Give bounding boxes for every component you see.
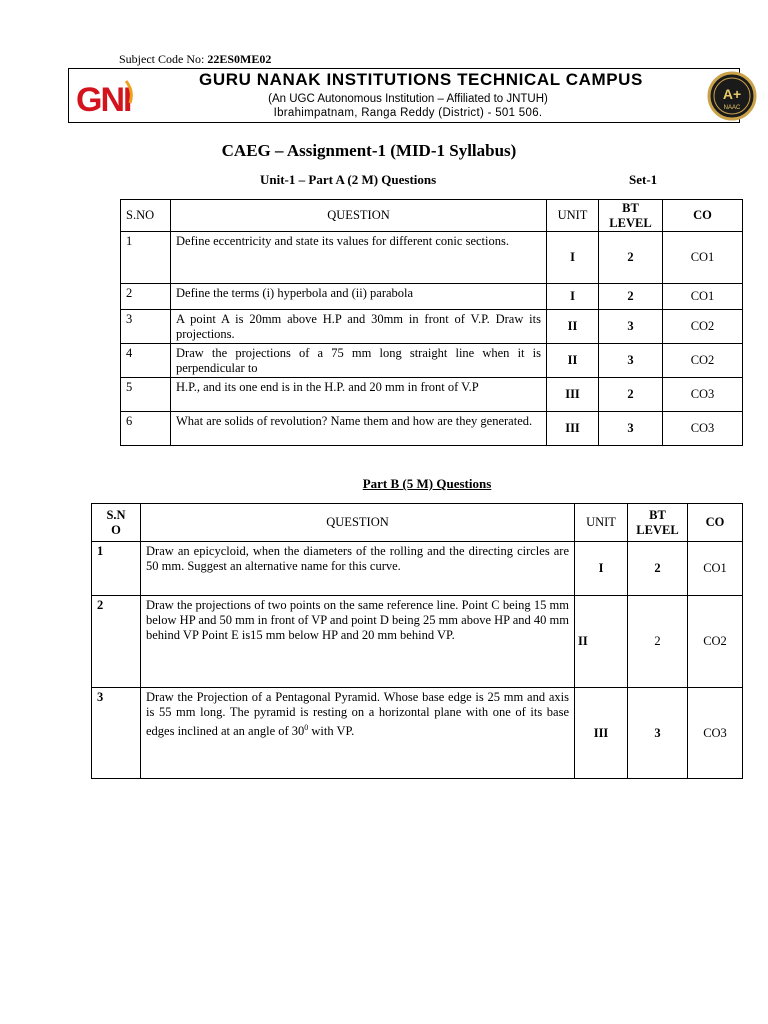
part-a-title: Unit-1 – Part A (2 M) Questions bbox=[260, 172, 437, 187]
cell-question-end: with VP. bbox=[308, 724, 355, 739]
cell-unit: II bbox=[547, 344, 599, 378]
header-level: LEVEL bbox=[609, 215, 652, 230]
cell-bt: 2 bbox=[628, 542, 688, 596]
cell-question: Define eccentricity and state its values for different conic sections. bbox=[171, 232, 547, 284]
naac-label-text: NAAC bbox=[723, 105, 741, 111]
cell-question: What are solids of revolution? Name them and how are they generated. bbox=[171, 412, 547, 446]
part-b-title: Part B (5 M) Questions bbox=[362, 476, 492, 491]
subject-code-label: Subject Code No: bbox=[119, 52, 208, 66]
cell-co: CO1 bbox=[688, 542, 743, 596]
part-a-header-row bbox=[121, 200, 743, 232]
header-question: QUESTION bbox=[171, 200, 547, 232]
table-row bbox=[121, 232, 743, 284]
cell-co: CO3 bbox=[663, 378, 743, 412]
header-question: QUESTION bbox=[141, 504, 575, 542]
part-b-header-row bbox=[92, 504, 743, 542]
cell-question: A point A is 20mm above H.P and 30mm in front of V.P. Draw its projections. bbox=[171, 310, 547, 344]
cell-bt: 2 bbox=[599, 378, 663, 412]
cell-bt: 3 bbox=[628, 688, 688, 779]
header-co: CO bbox=[663, 200, 743, 232]
cell-bt: 2 bbox=[599, 284, 663, 310]
cell-bt: 3 bbox=[599, 412, 663, 446]
cell-bt: 3 bbox=[599, 310, 663, 344]
cell-co: CO1 bbox=[663, 232, 743, 284]
cell-bt: 3 bbox=[599, 344, 663, 378]
cell-co: CO2 bbox=[663, 344, 743, 378]
table-row bbox=[121, 378, 743, 412]
cell-co: CO3 bbox=[688, 688, 743, 779]
cell-question: Define the terms (i) hyperbola and (ii) parabola bbox=[171, 284, 547, 310]
cell-unit: I bbox=[575, 542, 628, 596]
table-row bbox=[121, 344, 743, 378]
cell-question: Draw an epicycloid, when the diameters of the rolling and the directing circles are 50 mm. Suggest an alternative name for this curve. bbox=[141, 542, 575, 596]
cell-question: Draw the projections of two points on the same reference line. Point C being 15 mm below HP and 50 mm in front of VP and point D being 25 mm above HP and 40 mm behind VP Point E is15 mm below HP and 20 mm behind VP. bbox=[141, 596, 575, 688]
header-sno-line1: S.N bbox=[106, 507, 126, 522]
subject-code bbox=[119, 52, 271, 67]
institution-address: Ibrahimpatnam, Ranga Reddy (District) - 501 506. bbox=[273, 107, 543, 119]
header-sno bbox=[92, 504, 141, 542]
cell-bt: 2 bbox=[628, 596, 688, 688]
document-title: CAEG – Assignment-1 (MID-1 Syllabus) bbox=[221, 141, 517, 160]
cell-bt: 2 bbox=[599, 232, 663, 284]
header-unit: UNIT bbox=[547, 200, 599, 232]
header-bt: BT bbox=[649, 507, 666, 522]
part-b-table bbox=[91, 503, 743, 779]
table-row bbox=[92, 596, 743, 688]
institution-affiliation: (An UGC Autonomous Institution – Affiliated to JNTUH) bbox=[268, 93, 548, 105]
cell-unit: III bbox=[547, 412, 599, 446]
cell-co: CO1 bbox=[663, 284, 743, 310]
cell-sno: 1 bbox=[92, 542, 141, 596]
cell-co: CO3 bbox=[663, 412, 743, 446]
cell-unit: III bbox=[547, 378, 599, 412]
cell-question-text: Draw the Projection of a Pentagonal Pyramid. Whose base edge is 25 mm and axis is 55 mm long. The pyramid is resting on a horizontal plane with one of its base edges inclined at an angle of 30 bbox=[146, 690, 569, 739]
table-row bbox=[121, 284, 743, 310]
subject-code-value: 22ES0ME02 bbox=[207, 52, 272, 66]
cell-sno: 3 bbox=[92, 688, 141, 779]
cell-sno: 1 bbox=[121, 232, 171, 284]
naac-grade-text: A+ bbox=[722, 86, 742, 102]
header-level: LEVEL bbox=[636, 522, 679, 537]
cell-question: Draw the projections of a 75 mm long straight line when it is perpendicular to bbox=[171, 344, 547, 378]
cell-question: H.P., and its one end is in the H.P. and 20 mm in front of V.P bbox=[171, 378, 547, 412]
cell-sno: 3 bbox=[121, 310, 171, 344]
header-sno-line2: O bbox=[111, 522, 121, 537]
table-row bbox=[92, 542, 743, 596]
table-row bbox=[121, 412, 743, 446]
header-co: CO bbox=[688, 504, 743, 542]
header-unit: UNIT bbox=[575, 504, 628, 542]
cell-sno: 6 bbox=[121, 412, 171, 446]
cell-sno: 2 bbox=[121, 284, 171, 310]
cell-unit: I bbox=[547, 284, 599, 310]
cell-sno: 2 bbox=[92, 596, 141, 688]
part-a-table bbox=[120, 199, 743, 446]
cell-question bbox=[141, 688, 575, 779]
cell-unit: II bbox=[575, 596, 628, 688]
cell-unit: I bbox=[547, 232, 599, 284]
cell-co: CO2 bbox=[663, 310, 743, 344]
cell-unit: II bbox=[547, 310, 599, 344]
header-bt-level bbox=[628, 504, 688, 542]
set-label: Set-1 bbox=[629, 172, 658, 187]
degree-superscript: 0 bbox=[304, 723, 309, 732]
cell-sno: 4 bbox=[121, 344, 171, 378]
cell-unit: III bbox=[575, 688, 628, 779]
cell-sno: 5 bbox=[121, 378, 171, 412]
header-bt: BT bbox=[622, 200, 639, 215]
institution-name: GURU NANAK INSTITUTIONS TECHNICAL CAMPUS bbox=[199, 70, 643, 89]
gni-logo-text: GNI bbox=[76, 81, 131, 117]
table-row bbox=[92, 688, 743, 779]
header-bt-level bbox=[599, 200, 663, 232]
cell-co: CO2 bbox=[688, 596, 743, 688]
table-row bbox=[121, 310, 743, 344]
header-sno: S.NO bbox=[121, 200, 171, 232]
